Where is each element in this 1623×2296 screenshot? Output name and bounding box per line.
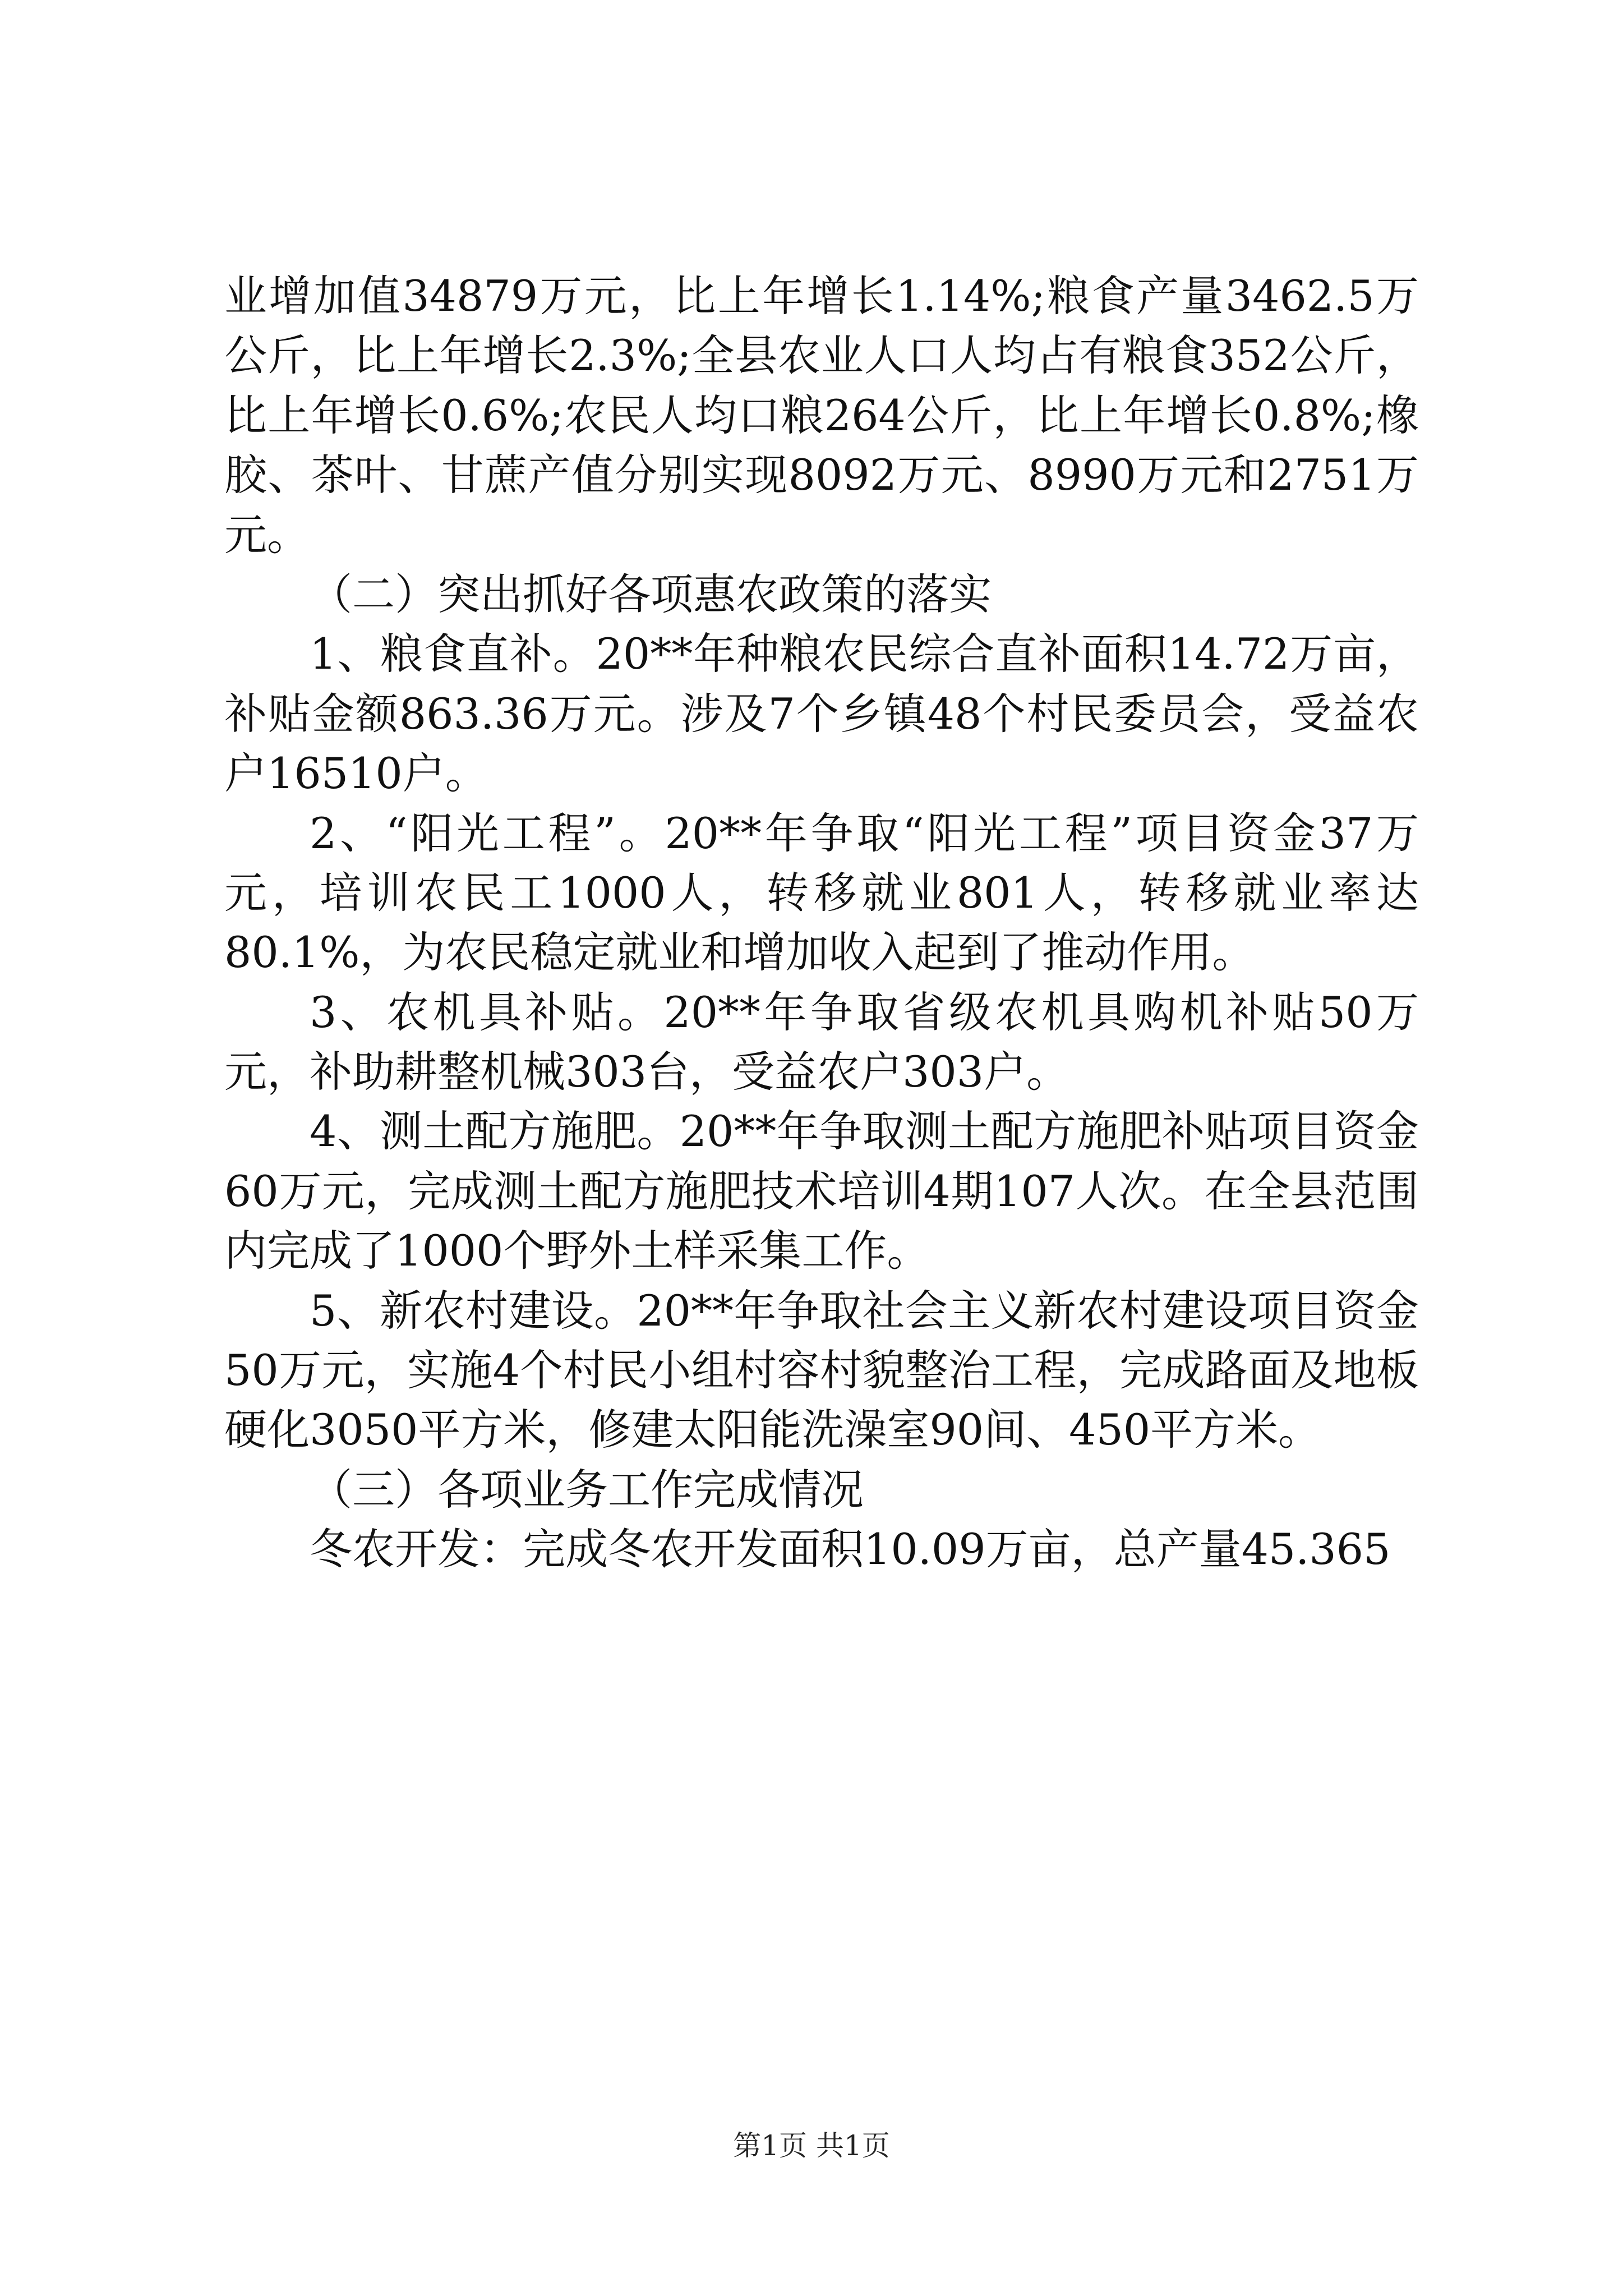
paragraph-grain-subsidy: 1、粮食直补。20**年种粮农民综合直补面积14.72万亩，补贴金额863.36万元。涉及7个乡镇48个村民委员会，受益农户16510户。: [224, 629, 1419, 799]
page-footer: 第1页 共1页: [733, 2129, 890, 2162]
document-body: [224, 266, 1419, 1580]
section-heading-tasks: （三）各项业务工作完成情况: [310, 1464, 864, 1515]
paragraph-agriculture-output: 业增加值34879万元，比上年增长1.14%;粮食产量3462.5万公斤，比上年增长2.3%;全县农业人口人均占有粮食352公斤，比上年增长0.6%;农民人均口粮264公斤，比上年增长0.8%;橡胶、茶叶、甘蔗产值分别实现8092万元、8990万元和2751万元。: [224, 271, 1419, 560]
section-heading-policies: （二）突出抓好各项惠农政策的落实: [310, 569, 992, 619]
paragraph-new-countryside: 5、新农村建设。20**年争取社会主义新农村建设项目资金50万元，实施4个村民小组村容村貌整治工程，完成路面及地板硬化3050平方米，修建太阳能洗澡室90间、450平方米。: [224, 1285, 1419, 1455]
paragraph-machinery-subsidy: 3、农机具补贴。20**年争取省级农机具购机补贴50万元，补助耕整机械303台，受益农户303户。: [224, 987, 1419, 1097]
paragraph-winter-agriculture: 冬农开发：完成冬农开发面积10.09万亩，总产量45.365: [310, 1524, 1391, 1575]
paragraph-soil-fertilization: 4、测土配方施肥。20**年争取测土配方施肥补贴项目资金60万元，完成测土配方施肥技术培训4期107人次。在全县范围内完成了1000个野外土样采集工作。: [224, 1106, 1419, 1276]
paragraph-sunshine-project: 2、“阳光工程”。20**年争取“阳光工程”项目资金37万元，培训农民工1000人，转移就业801人，转移就业率达80.1%，为农民稳定就业和增加收入起到了推动作用。: [224, 808, 1419, 978]
